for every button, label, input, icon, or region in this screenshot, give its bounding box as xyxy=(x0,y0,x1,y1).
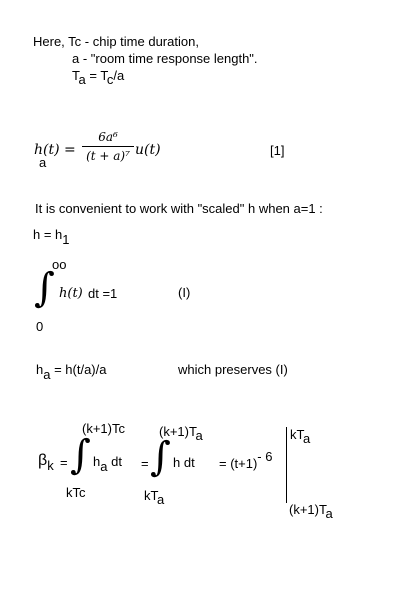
integral-1-dt: dt =1 xyxy=(88,286,118,301)
formula-1-tag: [1] xyxy=(270,143,285,158)
integral-2-upper-limit: (k+1)Tc xyxy=(82,421,125,436)
evaluation-lower-limit: (k+1)Ta xyxy=(289,502,333,521)
evaluation-bar xyxy=(286,427,287,503)
integral-3-lower-limit: kTa xyxy=(144,488,165,507)
evaluation-upper-limit: kTa xyxy=(290,427,311,446)
formula-1-numerator: 6a⁶ xyxy=(98,130,118,144)
formula-1-fraction xyxy=(82,130,134,163)
ha-definition: ha = h(t/a)/a xyxy=(36,362,107,382)
integral-1-tag: (I) xyxy=(178,285,191,300)
ha-note: which preserves (I) xyxy=(178,362,288,377)
scaled-text: It is convenient to work with "scaled" h when a=1 : xyxy=(35,201,323,216)
integral-2-integrand: ha dt xyxy=(93,454,122,474)
beta-symbol: $\beta_k$ xyxy=(38,452,54,473)
integral-sign-icon: ∫ xyxy=(34,265,55,311)
formula-1-tail: u(t) xyxy=(135,142,161,158)
h-equals-h1: h = h1 xyxy=(33,227,70,247)
integral-1-upper-limit: oo xyxy=(52,257,67,272)
integral-1-lower-limit: 0 xyxy=(36,319,44,334)
beta-equals-2: = xyxy=(141,456,149,471)
formula-1-lhs: h(t) = xyxy=(34,142,76,158)
formula-1-denominator: (t + a)⁷ xyxy=(86,149,130,163)
integral-3-integrand: h dt xyxy=(173,455,195,470)
beta-equals-1: = xyxy=(60,455,68,470)
intro-line-3: Ta = Tc/a xyxy=(72,68,125,87)
integral-1-integrand: h(t) xyxy=(59,286,83,301)
evaluation-expression: = (t+1)- 6 xyxy=(219,449,273,471)
formula-1-lhs-subscript: a xyxy=(39,155,47,170)
integral-sign-icon: ∫ xyxy=(150,434,171,480)
intro-line-1: Here, Tc - chip time duration, xyxy=(33,34,199,49)
integral-2-lower-limit: kTc xyxy=(66,485,86,500)
fraction-bar xyxy=(82,146,134,147)
integral-3-upper-limit: (k+1)Ta xyxy=(159,424,203,443)
intro-line-2: a - "room time response length". xyxy=(72,51,258,66)
integral-sign-icon: ∫ xyxy=(70,432,91,478)
